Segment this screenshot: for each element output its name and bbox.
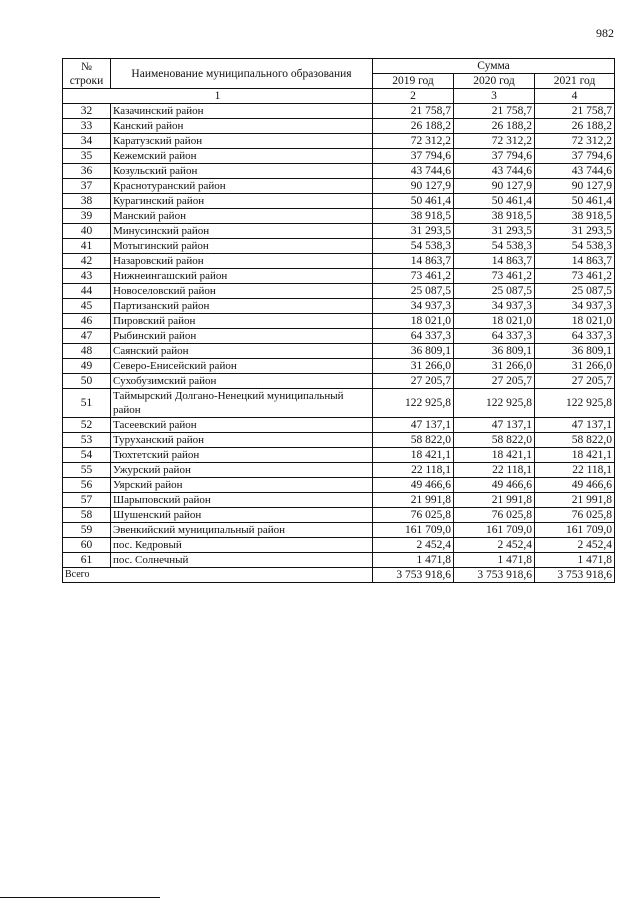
municipality-name: Нижнеингашский район [111,269,373,284]
table-row [63,164,615,179]
municipality-name: Назаровский район [111,254,373,269]
municipality-name: Курагинский район [111,194,373,209]
footer-rule [0,897,160,898]
row-number: 41 [63,239,111,254]
value-2019: 76 025,8 [373,508,454,523]
value-2019: 43 744,6 [373,164,454,179]
row-number: 56 [63,478,111,493]
table-header [63,59,615,104]
value-2019: 161 709,0 [373,523,454,538]
row-number: 55 [63,463,111,478]
value-2019: 122 925,8 [373,389,454,418]
municipality-name: Краснотуранский район [111,179,373,194]
value-2021: 14 863,7 [535,254,615,269]
value-2019: 34 937,3 [373,299,454,314]
table-footer [63,568,615,583]
municipality-name: Каратузский район [111,134,373,149]
value-2020: 37 794,6 [454,149,535,164]
value-2019: 26 188,2 [373,119,454,134]
row-number: 60 [63,538,111,553]
value-2021: 47 137,1 [535,418,615,433]
value-2021: 22 118,1 [535,463,615,478]
municipality-name: пос. Кедровый [111,538,373,553]
row-number: 46 [63,314,111,329]
municipality-name: Пировский район [111,314,373,329]
table-row [63,239,615,254]
value-2020: 36 809,1 [454,344,535,359]
row-number: 40 [63,224,111,239]
municipality-name: Сухобузимский район [111,374,373,389]
municipality-name: Партизанский район [111,299,373,314]
value-2021: 58 822,0 [535,433,615,448]
value-2021: 27 205,7 [535,374,615,389]
row-number: 43 [63,269,111,284]
value-2021: 31 293,5 [535,224,615,239]
row-number: 45 [63,299,111,314]
table-row [63,314,615,329]
value-2021: 73 461,2 [535,269,615,284]
row-number: 52 [63,418,111,433]
year-2020-header: 2020 год [454,74,535,89]
total-label: Всего [63,568,373,583]
row-number: 49 [63,359,111,374]
municipality-name: Шушенский район [111,508,373,523]
table-row [63,269,615,284]
table-row [63,463,615,478]
table-row [63,553,615,568]
value-2021: 31 266,0 [535,359,615,374]
municipality-name: Северо-Енисейский район [111,359,373,374]
value-2020: 49 466,6 [454,478,535,493]
table-row [63,194,615,209]
header-row-top [63,59,615,74]
column-number-3: 3 [454,89,535,104]
value-2020: 21 758,7 [454,104,535,119]
value-2020: 2 452,4 [454,538,535,553]
value-2020: 25 087,5 [454,284,535,299]
row-number: 44 [63,284,111,299]
value-2021: 18 021,0 [535,314,615,329]
total-2020: 3 753 918,6 [454,568,535,583]
value-2020: 122 925,8 [454,389,535,418]
row-number: 47 [63,329,111,344]
value-2020: 34 937,3 [454,299,535,314]
value-2020: 38 918,5 [454,209,535,224]
municipality-name: Манский район [111,209,373,224]
value-2020: 64 337,3 [454,329,535,344]
value-2020: 72 312,2 [454,134,535,149]
value-2020: 50 461,4 [454,194,535,209]
value-2020: 73 461,2 [454,269,535,284]
page-number: 982 [596,26,614,40]
total-row [63,568,615,583]
value-2020: 14 863,7 [454,254,535,269]
sum-header: Сумма [373,59,615,74]
table-row [63,149,615,164]
value-2021: 54 538,3 [535,239,615,254]
municipality-name: Минусинский район [111,224,373,239]
value-2021: 122 925,8 [535,389,615,418]
table-row [63,374,615,389]
value-2019: 38 918,5 [373,209,454,224]
row-number: 59 [63,523,111,538]
value-2019: 58 822,0 [373,433,454,448]
value-2019: 2 452,4 [373,538,454,553]
table-body [63,104,615,568]
year-2019-header: 2019 год [373,74,454,89]
table-row [63,104,615,119]
value-2019: 1 471,8 [373,553,454,568]
column-number-2: 2 [373,89,454,104]
value-2019: 31 266,0 [373,359,454,374]
municipality-name: Эвенкийский муниципальный район [111,523,373,538]
value-2020: 27 205,7 [454,374,535,389]
name-header: Наименование муниципального образования [111,59,373,89]
table-row [63,134,615,149]
table-row [63,344,615,359]
row-number: 34 [63,134,111,149]
value-2020: 54 538,3 [454,239,535,254]
value-2019: 49 466,6 [373,478,454,493]
value-2021: 36 809,1 [535,344,615,359]
table-row [63,254,615,269]
column-number-1: 1 [63,89,373,104]
municipality-name: Новоселовский район [111,284,373,299]
row-number: 33 [63,119,111,134]
value-2020: 18 421,1 [454,448,535,463]
value-2021: 90 127,9 [535,179,615,194]
municipality-name: Тасеевский район [111,418,373,433]
row-number: 35 [63,149,111,164]
value-2021: 38 918,5 [535,209,615,224]
table-row [63,523,615,538]
value-2019: 73 461,2 [373,269,454,284]
municipality-name: Уярский район [111,478,373,493]
row-number: 57 [63,493,111,508]
value-2020: 43 744,6 [454,164,535,179]
table-row [63,119,615,134]
value-2021: 1 471,8 [535,553,615,568]
table-row [63,448,615,463]
table-row [63,478,615,493]
value-2021: 25 087,5 [535,284,615,299]
municipality-name: Таймырский Долгано-Ненецкий муниципальный район [111,389,373,418]
value-2019: 27 205,7 [373,374,454,389]
value-2021: 76 025,8 [535,508,615,523]
value-2019: 90 127,9 [373,179,454,194]
value-2021: 43 744,6 [535,164,615,179]
municipality-name: Козульский район [111,164,373,179]
value-2019: 21 991,8 [373,493,454,508]
value-2019: 31 293,5 [373,224,454,239]
value-2020: 47 137,1 [454,418,535,433]
table-row [63,389,615,418]
value-2021: 37 794,6 [535,149,615,164]
column-number-4: 4 [535,89,615,104]
row-number: 37 [63,179,111,194]
municipality-name: Ужурский район [111,463,373,478]
value-2020: 31 293,5 [454,224,535,239]
table-row [63,329,615,344]
value-2019: 54 538,3 [373,239,454,254]
value-2021: 21 991,8 [535,493,615,508]
value-2020: 58 822,0 [454,433,535,448]
value-2020: 26 188,2 [454,119,535,134]
value-2019: 72 312,2 [373,134,454,149]
table-row [63,284,615,299]
row-number: 58 [63,508,111,523]
row-number: 50 [63,374,111,389]
value-2019: 25 087,5 [373,284,454,299]
row-number: 39 [63,209,111,224]
value-2021: 2 452,4 [535,538,615,553]
value-2019: 50 461,4 [373,194,454,209]
municipality-name: Шарыповский район [111,493,373,508]
value-2019: 64 337,3 [373,329,454,344]
year-2021-header: 2021 год [535,74,615,89]
column-number-row [63,89,615,104]
row-number: 42 [63,254,111,269]
total-2019: 3 753 918,6 [373,568,454,583]
value-2021: 34 937,3 [535,299,615,314]
value-2021: 49 466,6 [535,478,615,493]
row-number: 61 [63,553,111,568]
total-2021: 3 753 918,6 [535,568,615,583]
table-row [63,359,615,374]
value-2020: 1 471,8 [454,553,535,568]
table-row [63,179,615,194]
municipality-name: Казачинский район [111,104,373,119]
value-2020: 31 266,0 [454,359,535,374]
row-number: 53 [63,433,111,448]
value-2021: 18 421,1 [535,448,615,463]
table-row [63,209,615,224]
row-number: 48 [63,344,111,359]
table-row [63,493,615,508]
row-number: 51 [63,389,111,418]
table-row [63,224,615,239]
value-2020: 21 991,8 [454,493,535,508]
municipality-name: Канский район [111,119,373,134]
value-2019: 21 758,7 [373,104,454,119]
value-2020: 22 118,1 [454,463,535,478]
value-2019: 18 021,0 [373,314,454,329]
value-2019: 22 118,1 [373,463,454,478]
row-number: 32 [63,104,111,119]
value-2020: 161 709,0 [454,523,535,538]
value-2019: 18 421,1 [373,448,454,463]
value-2020: 76 025,8 [454,508,535,523]
row-number: 54 [63,448,111,463]
value-2020: 90 127,9 [454,179,535,194]
value-2021: 50 461,4 [535,194,615,209]
value-2019: 47 137,1 [373,418,454,433]
municipality-name: пос. Солнечный [111,553,373,568]
value-2019: 36 809,1 [373,344,454,359]
municipality-name: Саянский район [111,344,373,359]
row-number: 38 [63,194,111,209]
municipality-name: Туруханский район [111,433,373,448]
municipality-name: Кежемский район [111,149,373,164]
table-row [63,299,615,314]
municipality-name: Мотыгинский район [111,239,373,254]
row-number-header: № строки [63,59,111,89]
row-number: 36 [63,164,111,179]
table-row [63,538,615,553]
table-row [63,508,615,523]
table-row [63,418,615,433]
value-2021: 21 758,7 [535,104,615,119]
value-2019: 14 863,7 [373,254,454,269]
value-2021: 26 188,2 [535,119,615,134]
value-2021: 161 709,0 [535,523,615,538]
budget-table [62,58,615,583]
value-2021: 64 337,3 [535,329,615,344]
municipality-name: Тюхтетский район [111,448,373,463]
value-2019: 37 794,6 [373,149,454,164]
municipality-name: Рыбинский район [111,329,373,344]
table-row [63,433,615,448]
value-2020: 18 021,0 [454,314,535,329]
value-2021: 72 312,2 [535,134,615,149]
